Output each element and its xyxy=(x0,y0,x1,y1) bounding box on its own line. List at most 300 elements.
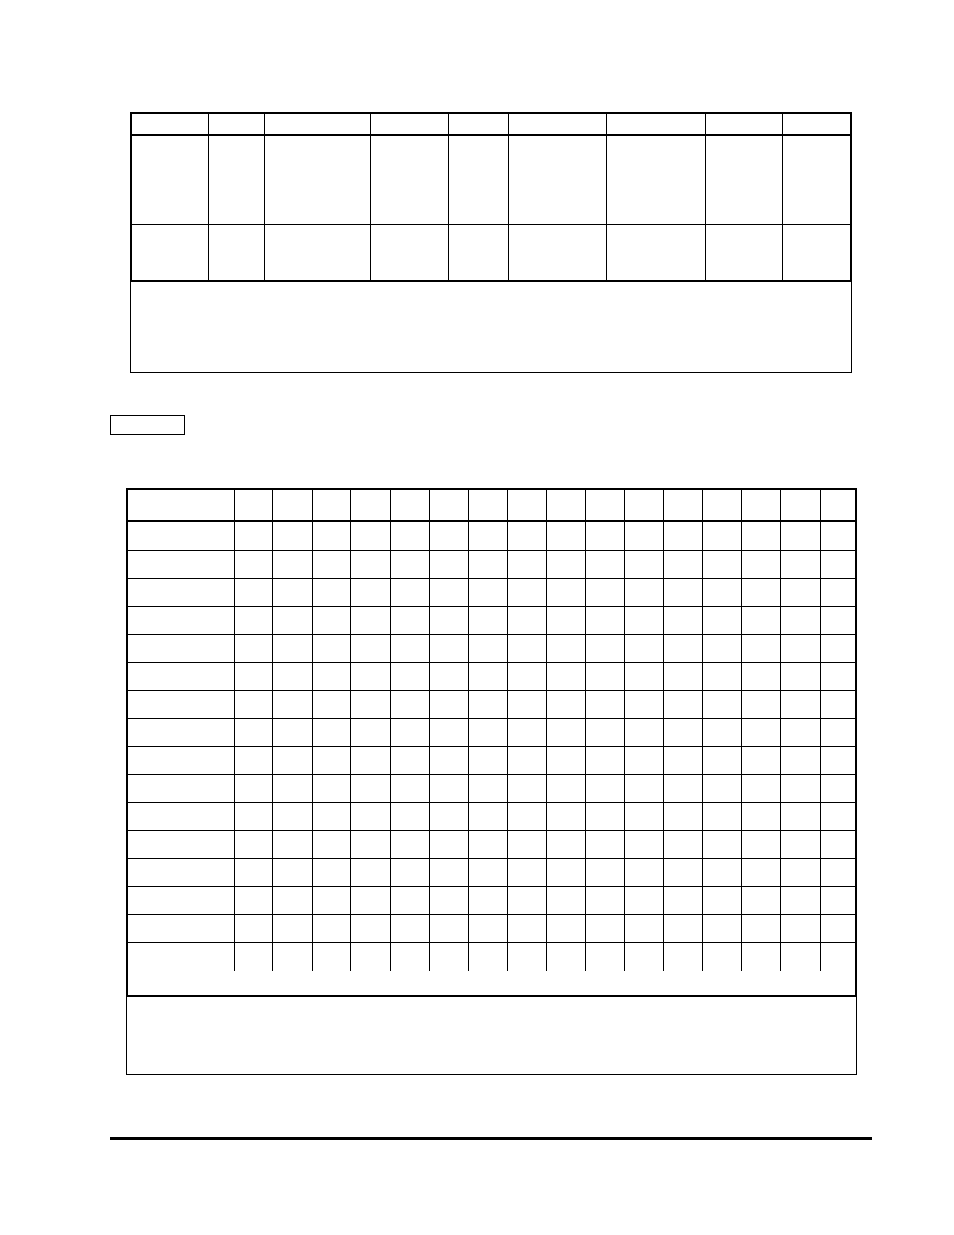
table-cell xyxy=(780,803,820,830)
table-cell xyxy=(546,607,585,634)
table-cell xyxy=(128,719,234,746)
table-row xyxy=(128,831,855,859)
table-cell xyxy=(390,663,429,690)
table-cell xyxy=(820,663,855,690)
table-cell xyxy=(390,943,429,971)
table-cell xyxy=(780,747,820,774)
table-cell xyxy=(546,943,585,971)
table-cell xyxy=(272,635,312,662)
table-cell xyxy=(312,522,350,550)
table-2-notes-box xyxy=(126,997,857,1075)
table-cell xyxy=(429,551,468,578)
table-cell xyxy=(468,775,507,802)
table-cell xyxy=(128,887,234,914)
table-cell xyxy=(820,859,855,886)
table-cell xyxy=(780,775,820,802)
table-cell xyxy=(585,635,624,662)
table-cell xyxy=(780,915,820,942)
table-cell xyxy=(624,747,663,774)
table-cell xyxy=(663,831,702,858)
table-cell xyxy=(234,719,272,746)
table-cell xyxy=(741,859,780,886)
form-table-1 xyxy=(130,112,852,282)
table-cell xyxy=(390,915,429,942)
table-cell xyxy=(234,887,272,914)
table-cell xyxy=(390,831,429,858)
table-cell xyxy=(272,887,312,914)
table-cell xyxy=(702,522,741,550)
table-cell xyxy=(663,663,702,690)
table-cell xyxy=(350,551,390,578)
table-cell xyxy=(272,490,312,520)
table-cell xyxy=(546,803,585,830)
table-cell xyxy=(546,915,585,942)
table-row xyxy=(132,225,850,282)
table-cell xyxy=(624,607,663,634)
table-cell xyxy=(390,719,429,746)
table-cell xyxy=(780,663,820,690)
table-cell xyxy=(468,943,507,971)
table-cell xyxy=(820,719,855,746)
table-cell xyxy=(820,943,855,971)
table-cell xyxy=(272,607,312,634)
table-cell xyxy=(741,579,780,606)
table-cell xyxy=(663,719,702,746)
table-cell xyxy=(705,225,782,282)
table-cell xyxy=(585,803,624,830)
table-cell xyxy=(350,915,390,942)
table-cell xyxy=(468,607,507,634)
table-cell xyxy=(264,114,370,134)
table-cell xyxy=(702,859,741,886)
table-cell xyxy=(507,635,546,662)
table-cell xyxy=(448,136,508,224)
table-cell xyxy=(370,136,448,224)
table-cell xyxy=(429,522,468,550)
table-cell xyxy=(264,225,370,282)
table-cell xyxy=(234,803,272,830)
table-cell xyxy=(741,607,780,634)
table-cell xyxy=(624,803,663,830)
table-cell xyxy=(624,691,663,718)
table-cell xyxy=(702,551,741,578)
table-cell xyxy=(350,719,390,746)
table-cell xyxy=(820,607,855,634)
table-cell xyxy=(429,663,468,690)
table-cell xyxy=(234,522,272,550)
table-cell xyxy=(350,943,390,971)
table-cell xyxy=(429,887,468,914)
table-cell xyxy=(780,943,820,971)
table-row xyxy=(128,915,855,943)
table-cell xyxy=(741,691,780,718)
table-cell xyxy=(312,831,350,858)
table-cell xyxy=(585,579,624,606)
table-cell xyxy=(312,490,350,520)
table-cell xyxy=(741,915,780,942)
table-cell xyxy=(468,663,507,690)
table-cell xyxy=(585,943,624,971)
table-cell xyxy=(820,831,855,858)
table-cell xyxy=(272,803,312,830)
table-cell xyxy=(208,114,264,134)
table-cell xyxy=(429,607,468,634)
table-cell xyxy=(546,887,585,914)
table-cell xyxy=(128,607,234,634)
table-cell xyxy=(234,490,272,520)
table-cell xyxy=(448,225,508,282)
table-cell xyxy=(507,859,546,886)
table-cell xyxy=(820,915,855,942)
table-cell xyxy=(663,859,702,886)
table-cell xyxy=(507,522,546,550)
table-cell xyxy=(741,663,780,690)
table-cell xyxy=(741,803,780,830)
table-cell xyxy=(272,747,312,774)
form-table-2 xyxy=(126,488,857,997)
table-cell xyxy=(585,490,624,520)
table-cell xyxy=(468,719,507,746)
table-cell xyxy=(132,225,208,282)
table-cell xyxy=(820,691,855,718)
section-label-box xyxy=(110,415,185,435)
table-row xyxy=(128,943,855,971)
table-cell xyxy=(546,775,585,802)
table-cell xyxy=(663,915,702,942)
table-cell xyxy=(350,490,390,520)
table-cell xyxy=(272,719,312,746)
table-cell xyxy=(128,775,234,802)
table-cell xyxy=(663,607,702,634)
table-cell xyxy=(350,747,390,774)
table-cell xyxy=(390,859,429,886)
table-cell xyxy=(702,887,741,914)
table-cell xyxy=(546,663,585,690)
table-cell xyxy=(507,579,546,606)
table-cell xyxy=(234,747,272,774)
table-cell xyxy=(234,915,272,942)
table-cell xyxy=(702,607,741,634)
table-cell xyxy=(312,887,350,914)
table-cell xyxy=(234,607,272,634)
table-cell xyxy=(702,490,741,520)
table-cell xyxy=(507,747,546,774)
table-cell xyxy=(234,943,272,971)
table-cell xyxy=(585,719,624,746)
table-cell xyxy=(780,691,820,718)
table-cell xyxy=(585,887,624,914)
table-cell xyxy=(128,691,234,718)
table-cell xyxy=(370,114,448,134)
table-cell xyxy=(312,943,350,971)
table-cell xyxy=(585,691,624,718)
table-cell xyxy=(234,691,272,718)
table-cell xyxy=(390,490,429,520)
table-cell xyxy=(448,114,508,134)
table-cell xyxy=(820,551,855,578)
table-cell xyxy=(507,719,546,746)
table-cell xyxy=(272,775,312,802)
table-cell xyxy=(741,719,780,746)
table-cell xyxy=(234,831,272,858)
table-cell xyxy=(820,775,855,802)
table-cell xyxy=(663,775,702,802)
table-cell xyxy=(663,747,702,774)
table-cell xyxy=(624,943,663,971)
table-cell xyxy=(741,831,780,858)
table-row xyxy=(128,607,855,635)
table-cell xyxy=(782,225,852,282)
table-cell xyxy=(208,225,264,282)
table-cell xyxy=(272,551,312,578)
table-cell xyxy=(546,859,585,886)
table-cell xyxy=(390,551,429,578)
table-cell xyxy=(705,114,782,134)
table-cell xyxy=(585,663,624,690)
table-row xyxy=(132,136,850,225)
table-cell xyxy=(546,635,585,662)
table-cell xyxy=(312,635,350,662)
table-cell xyxy=(507,551,546,578)
table-cell xyxy=(429,490,468,520)
table-cell xyxy=(390,803,429,830)
table-cell xyxy=(585,747,624,774)
table-cell xyxy=(350,859,390,886)
table-row xyxy=(128,747,855,775)
table-cell xyxy=(468,551,507,578)
table-cell xyxy=(312,775,350,802)
table-cell xyxy=(272,859,312,886)
table-cell xyxy=(312,663,350,690)
table-cell xyxy=(507,915,546,942)
table-cell xyxy=(390,775,429,802)
table-cell xyxy=(312,551,350,578)
table-cell xyxy=(272,691,312,718)
table-cell xyxy=(350,635,390,662)
table-cell xyxy=(663,635,702,662)
table-cell xyxy=(390,579,429,606)
table-cell xyxy=(546,719,585,746)
table-cell xyxy=(546,747,585,774)
table-cell xyxy=(624,859,663,886)
table-cell xyxy=(390,691,429,718)
table-cell xyxy=(820,579,855,606)
table-cell xyxy=(312,915,350,942)
table-cell xyxy=(128,579,234,606)
table-cell xyxy=(468,803,507,830)
table-cell xyxy=(780,635,820,662)
table-cell xyxy=(624,887,663,914)
table-cell xyxy=(350,803,390,830)
table-cell xyxy=(546,522,585,550)
table-cell xyxy=(585,859,624,886)
table-cell xyxy=(312,747,350,774)
table-cell xyxy=(546,579,585,606)
table-cell xyxy=(272,943,312,971)
footer-rule xyxy=(110,1137,872,1140)
table-cell xyxy=(741,635,780,662)
table-cell xyxy=(429,803,468,830)
table-cell xyxy=(702,663,741,690)
table-cell xyxy=(429,943,468,971)
table-cell xyxy=(585,551,624,578)
table-cell xyxy=(507,943,546,971)
table-cell xyxy=(546,831,585,858)
table-cell xyxy=(312,579,350,606)
table-cell xyxy=(272,831,312,858)
table-cell xyxy=(370,225,448,282)
table-cell xyxy=(429,747,468,774)
table-cell xyxy=(128,747,234,774)
table-cell xyxy=(429,719,468,746)
table-cell xyxy=(390,635,429,662)
table-row xyxy=(128,691,855,719)
table-cell xyxy=(208,136,264,224)
table-cell xyxy=(741,887,780,914)
table-cell xyxy=(128,490,234,520)
table-cell xyxy=(128,915,234,942)
table-cell xyxy=(468,490,507,520)
table-cell xyxy=(234,663,272,690)
table-cell xyxy=(702,831,741,858)
table-cell xyxy=(272,522,312,550)
table-cell xyxy=(429,915,468,942)
table-cell xyxy=(585,831,624,858)
table-cell xyxy=(390,887,429,914)
table-cell xyxy=(624,579,663,606)
table-cell xyxy=(132,114,208,134)
table-cell xyxy=(508,136,606,224)
table-cell xyxy=(390,522,429,550)
table-1-notes-box xyxy=(130,282,852,373)
table-row xyxy=(128,663,855,691)
table-cell xyxy=(702,775,741,802)
table-cell xyxy=(234,579,272,606)
table-cell xyxy=(390,747,429,774)
table-cell xyxy=(468,887,507,914)
table-cell xyxy=(780,522,820,550)
table-cell xyxy=(350,887,390,914)
table-row xyxy=(128,635,855,663)
table-cell xyxy=(312,691,350,718)
table-cell xyxy=(780,490,820,520)
table-cell xyxy=(468,915,507,942)
table-cell xyxy=(264,136,370,224)
table-row xyxy=(128,803,855,831)
table-cell xyxy=(128,522,234,550)
table-cell xyxy=(606,114,705,134)
table-cell xyxy=(624,915,663,942)
table-cell xyxy=(780,831,820,858)
table-cell xyxy=(820,635,855,662)
table-cell xyxy=(606,136,705,224)
table-cell xyxy=(429,579,468,606)
table-cell xyxy=(780,607,820,634)
table-cell xyxy=(128,663,234,690)
table-cell xyxy=(272,663,312,690)
table-cell xyxy=(820,747,855,774)
table-row xyxy=(128,719,855,747)
table-cell xyxy=(705,136,782,224)
table-cell xyxy=(624,551,663,578)
table-cell xyxy=(663,579,702,606)
table-cell xyxy=(820,803,855,830)
table-cell xyxy=(624,490,663,520)
table-cell xyxy=(741,775,780,802)
table-cell xyxy=(741,522,780,550)
table-row xyxy=(128,887,855,915)
table-cell xyxy=(780,551,820,578)
table-cell xyxy=(507,691,546,718)
table-cell xyxy=(312,859,350,886)
table-cell xyxy=(507,803,546,830)
table-cell xyxy=(624,663,663,690)
table-cell xyxy=(128,859,234,886)
table-cell xyxy=(350,691,390,718)
table-cell xyxy=(507,607,546,634)
table-cell xyxy=(606,225,705,282)
table-cell xyxy=(350,831,390,858)
table-cell xyxy=(780,887,820,914)
table-cell xyxy=(702,691,741,718)
table-cell xyxy=(234,551,272,578)
table-cell xyxy=(234,859,272,886)
table-cell xyxy=(702,579,741,606)
table-cell xyxy=(350,775,390,802)
table-cell xyxy=(820,490,855,520)
table-cell xyxy=(468,635,507,662)
table-cell xyxy=(741,551,780,578)
table-cell xyxy=(585,607,624,634)
table-cell xyxy=(624,831,663,858)
table-cell xyxy=(312,719,350,746)
table-row xyxy=(128,490,855,522)
table-cell xyxy=(128,635,234,662)
table-cell xyxy=(585,915,624,942)
table-cell xyxy=(507,490,546,520)
table-cell xyxy=(624,719,663,746)
table-cell xyxy=(741,747,780,774)
table-cell xyxy=(702,719,741,746)
table-cell xyxy=(780,859,820,886)
table-cell xyxy=(429,859,468,886)
table-cell xyxy=(272,579,312,606)
table-cell xyxy=(663,522,702,550)
table-cell xyxy=(782,136,852,224)
table-cell xyxy=(272,915,312,942)
table-cell xyxy=(624,522,663,550)
table-cell xyxy=(312,803,350,830)
table-cell xyxy=(507,775,546,802)
table-cell xyxy=(508,114,606,134)
table-cell xyxy=(468,831,507,858)
table-cell xyxy=(546,691,585,718)
table-cell xyxy=(350,522,390,550)
table-cell xyxy=(429,635,468,662)
table-cell xyxy=(702,747,741,774)
table-cell xyxy=(507,663,546,690)
table-cell xyxy=(820,522,855,550)
table-cell xyxy=(429,831,468,858)
table-cell xyxy=(350,663,390,690)
table-cell xyxy=(468,859,507,886)
table-cell xyxy=(702,915,741,942)
table-cell xyxy=(468,579,507,606)
table-cell xyxy=(663,691,702,718)
table-cell xyxy=(663,551,702,578)
table-row xyxy=(132,114,850,136)
table-cell xyxy=(702,635,741,662)
